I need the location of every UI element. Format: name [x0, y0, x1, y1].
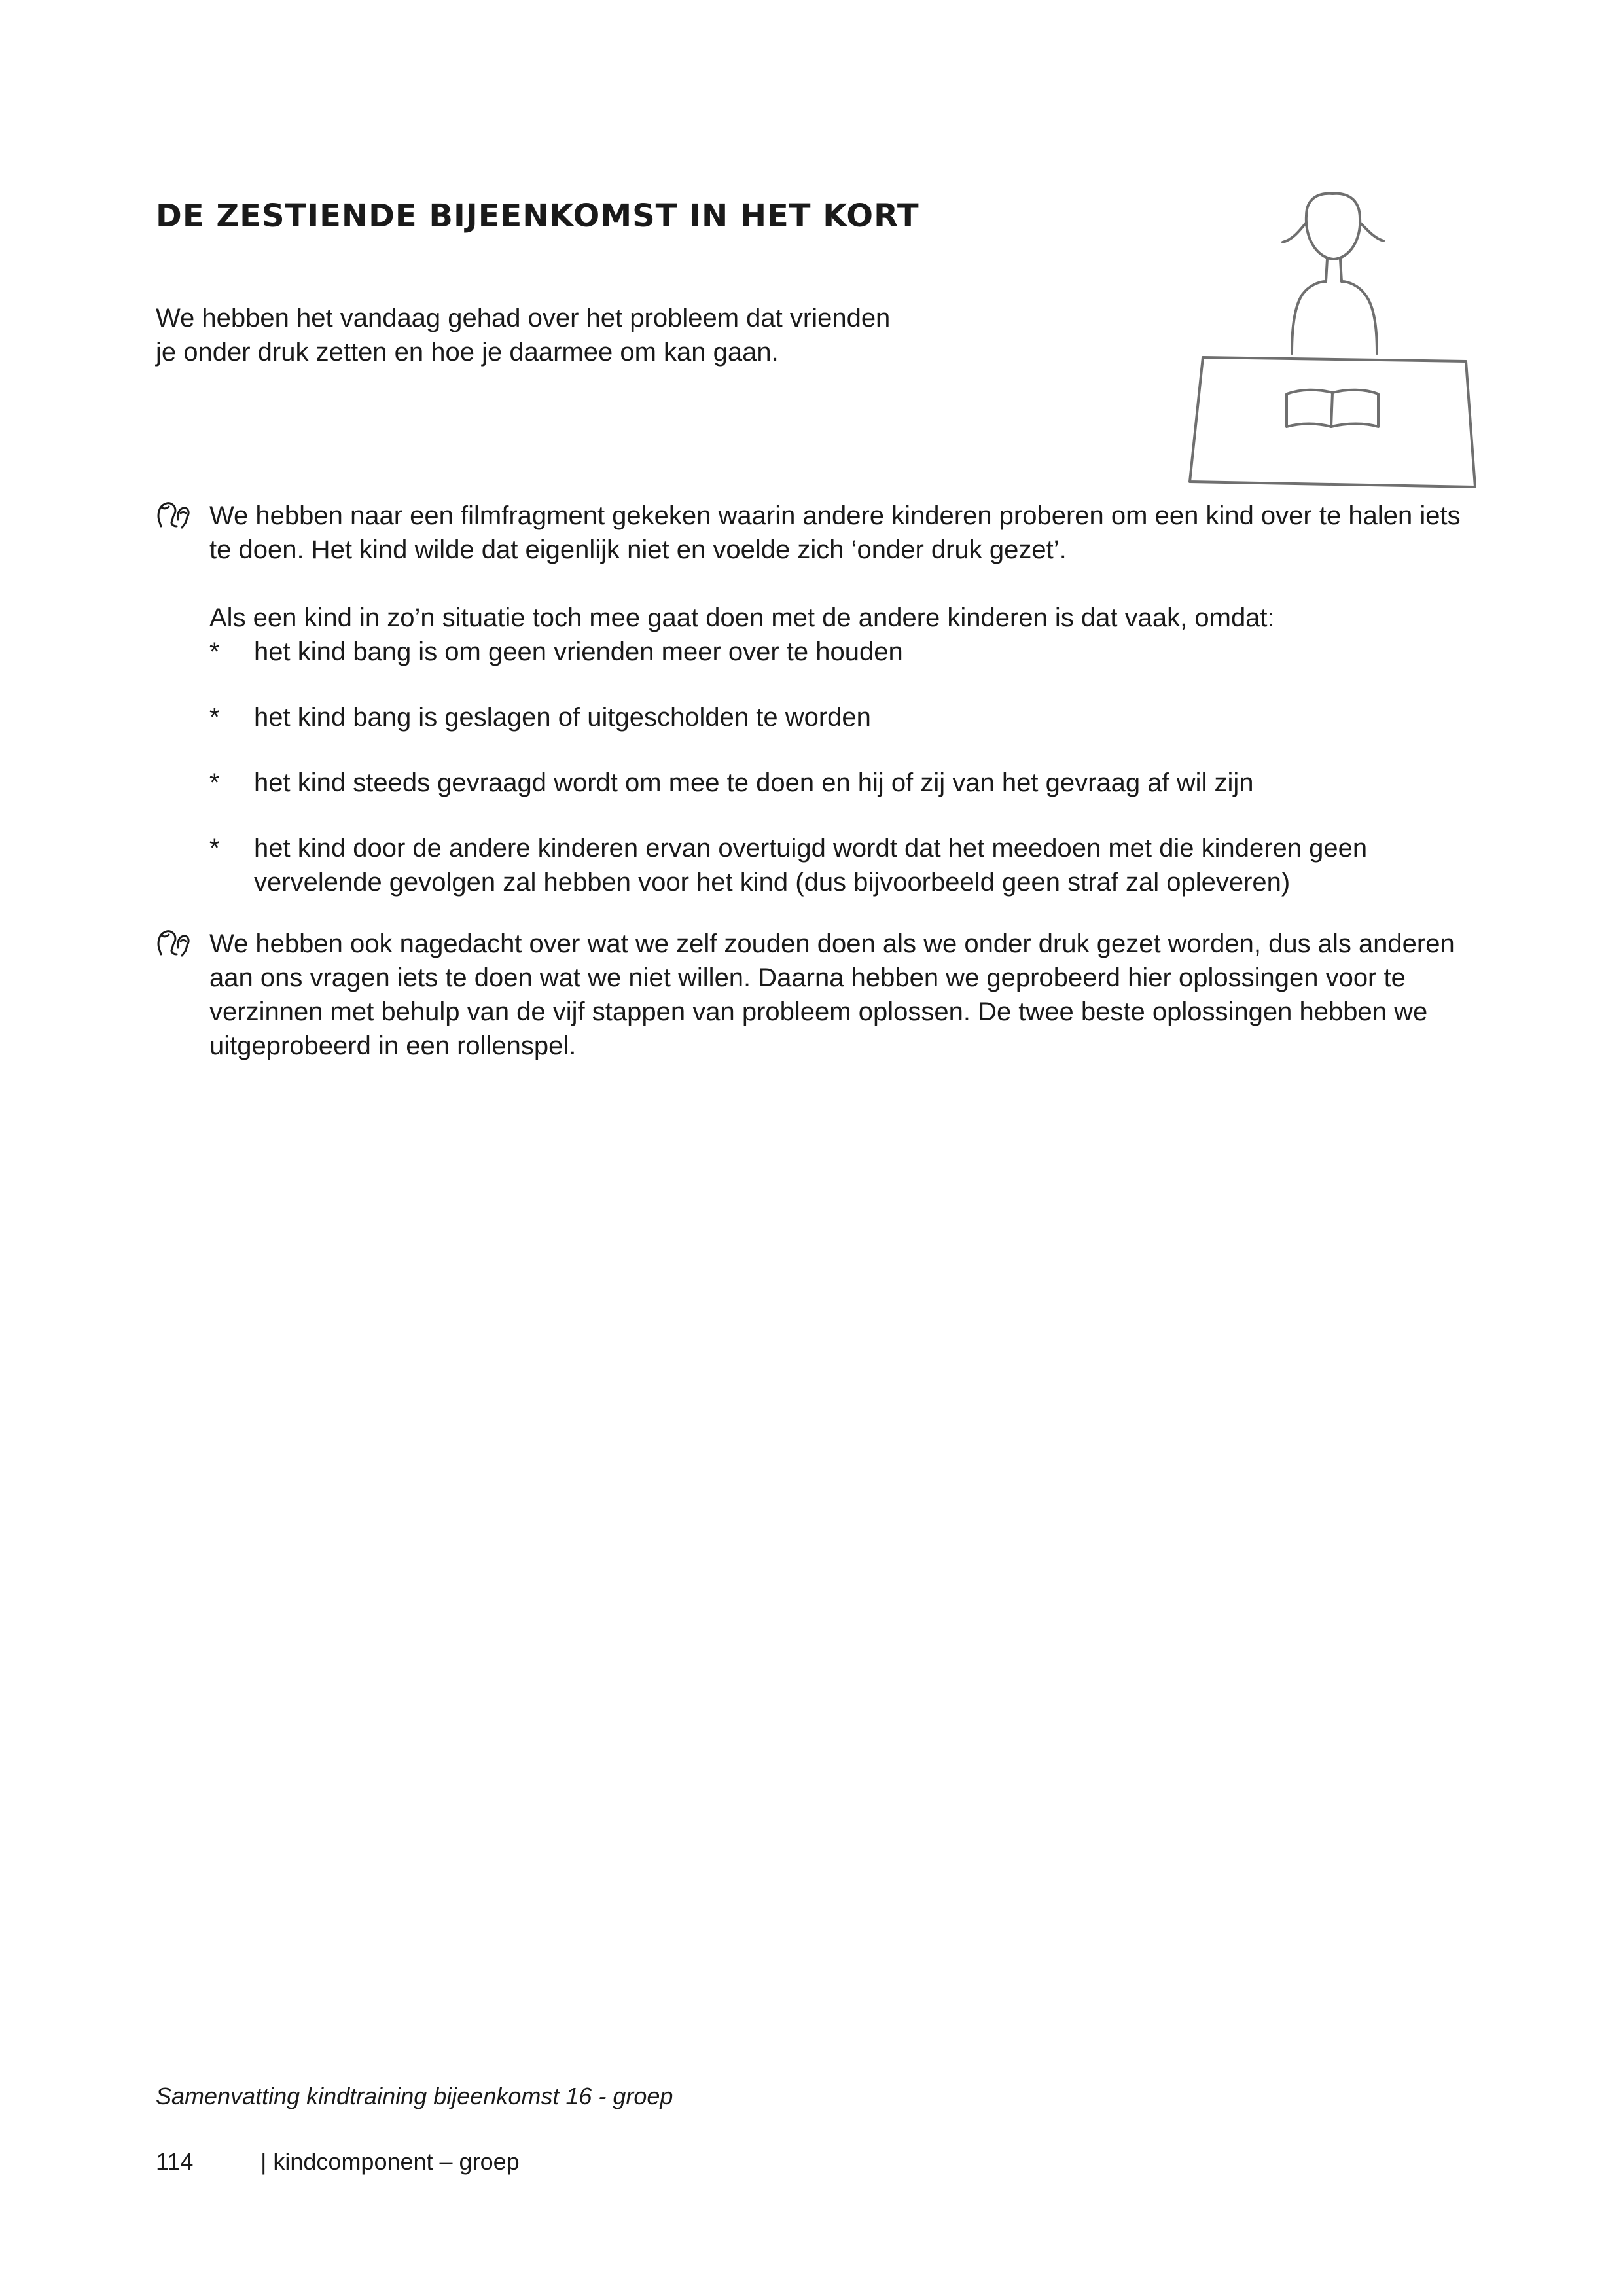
two-heads-talking-icon [156, 500, 190, 530]
list-item-text: het kind door de andere kinderen ervan overtuigd wordt dat het meedoen met die kinderen geen vervelende gevolgen zal hebben voor het kind (dus bijvoorbeeld geen straf zal opleveren) [254, 834, 1368, 897]
summary-caption: Samenvatting kindtraining bijeenkomst 16 - groep [156, 2083, 673, 2109]
list-item-text: het kind bang is om geen vrienden meer over te houden [254, 637, 903, 666]
page-footer [156, 2147, 520, 2177]
bullet-asterisk: * [209, 703, 220, 732]
list-item [209, 700, 1484, 734]
footer-separator: | [260, 2148, 267, 2175]
page-number: 114 [156, 2148, 194, 2175]
two-heads-talking-icon [156, 928, 190, 958]
list-item [209, 635, 1484, 669]
girl-at-desk-reading-icon [1185, 190, 1486, 491]
list-item [209, 831, 1484, 899]
summary-section-solutions [156, 927, 1484, 1063]
list-item-text: het kind bang is geslagen of uitgescholden te worden [254, 703, 871, 732]
intro-line-1: We hebben het vandaag gehad over het probleem dat vrienden [156, 304, 891, 332]
bullet-asterisk: * [209, 834, 220, 863]
page-title: DE ZESTIENDE BIJEENKOMST IN HET KORT [156, 198, 919, 234]
intro-text [156, 301, 993, 369]
footer-section-label: kindcomponent – groep [273, 2148, 520, 2175]
summary-section-film [156, 499, 1484, 931]
bullet-asterisk: * [209, 637, 220, 666]
list-item [209, 766, 1484, 800]
film-paragraph: We hebben naar een filmfragment gekeken waarin andere kinderen proberen om een kind over te halen iets te doen. Het kind wilde dat eigenlijk niet en voelde zich ‘onder druk gezet’. [209, 501, 1461, 564]
reasons-list [209, 635, 1484, 899]
solutions-paragraph: We hebben ook nagedacht over wat we zelf zouden doen als we onder druk gezet worden, dus als anderen aan ons vragen iets te doen wat we niet willen. Daarna hebben we geprobeerd hier oplossingen voor te verzinnen met behulp van de vijf stappen van probleem oplossen. De twee beste oplossingen hebben we uitgeprobeerd in een rollenspel. [209, 929, 1455, 1060]
reasons-intro-paragraph: Als een kind in zo’n situatie toch mee gaat doen met de andere kinderen is dat vaak, omdat: [209, 603, 1275, 632]
list-item-text: het kind steeds gevraagd wordt om mee te doen en hij of zij van het gevraag af wil zijn [254, 768, 1254, 797]
intro-line-2: je onder druk zetten en hoe je daarmee om kan gaan. [156, 338, 779, 367]
bullet-asterisk: * [209, 768, 220, 797]
